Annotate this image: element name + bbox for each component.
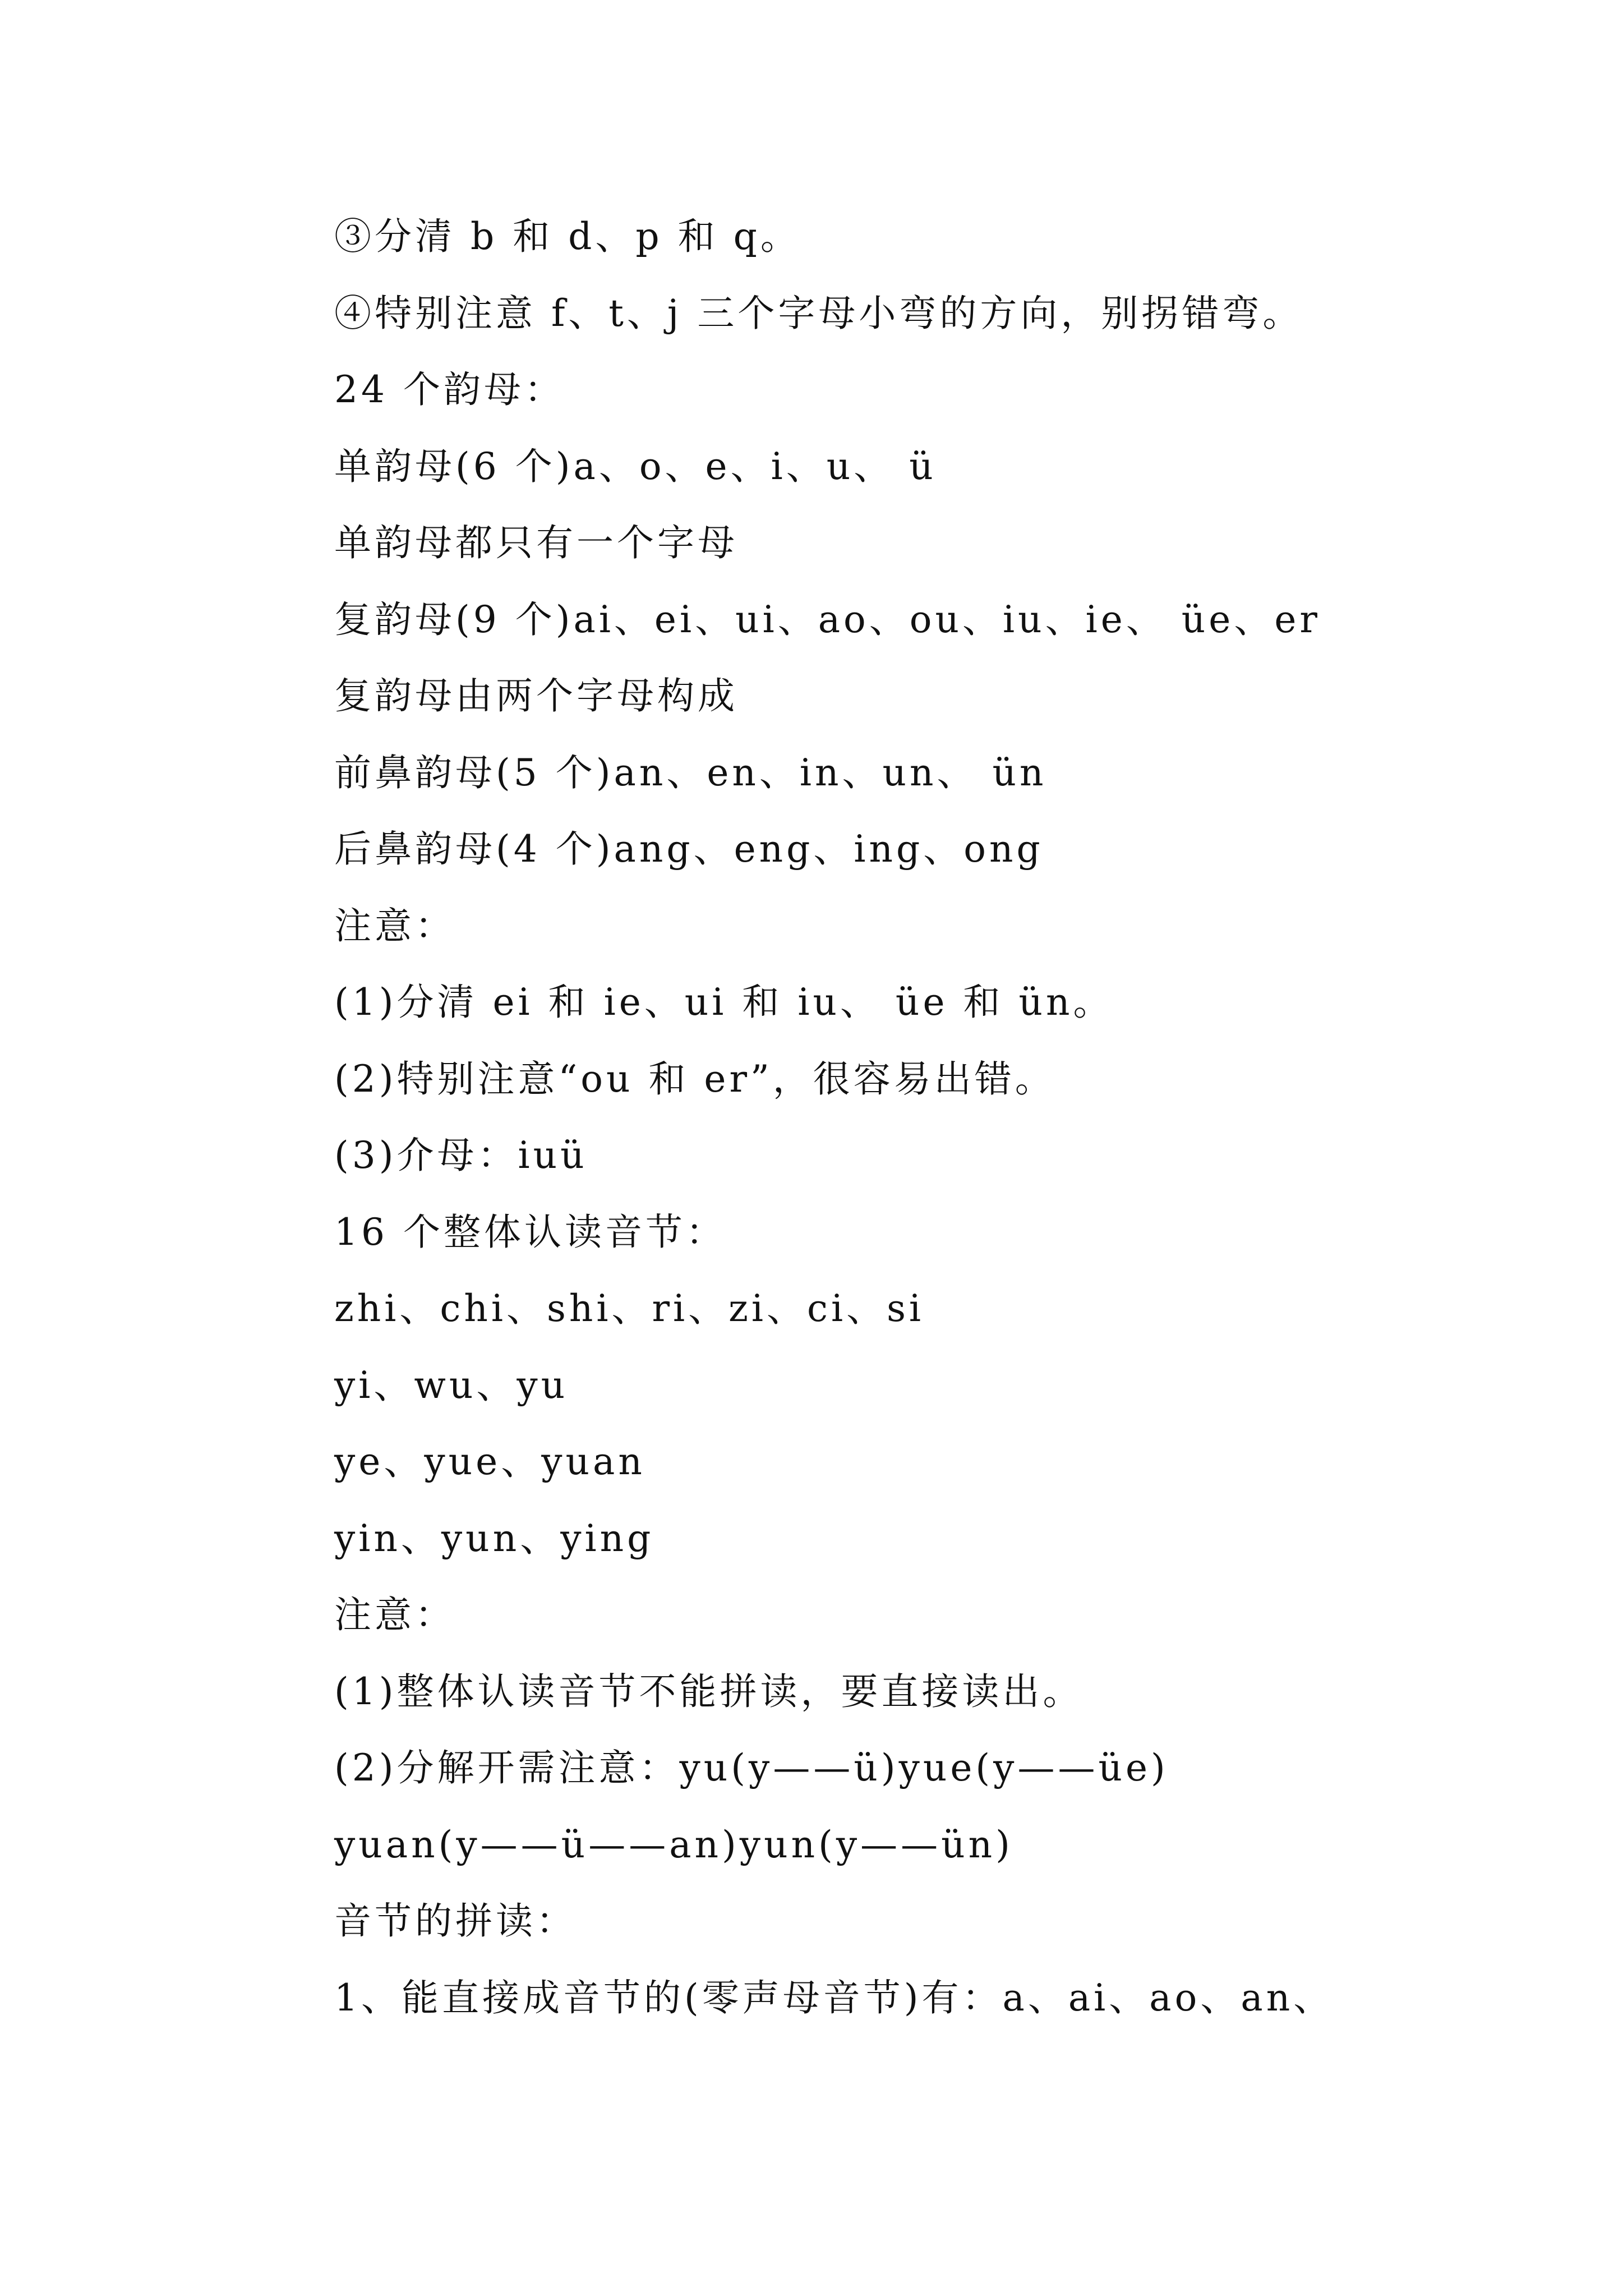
- text-line: 1、能直接成音节的(零声母音节)有：a、ai、ao、an、: [334, 1976, 1334, 2019]
- text-line: (2)特别注意“ou 和 er”，很容易出错。: [334, 1057, 1055, 1101]
- text-line: yuan(y——ü——an)yun(y——ün): [334, 1823, 1013, 1866]
- text-line: 16 个整体认读音节：: [334, 1210, 726, 1254]
- text-line: 音节的拼读：: [334, 1899, 577, 1943]
- text-line: 后鼻韵母(4 个)ang、eng、ing、ong: [334, 827, 1044, 871]
- text-line: ye、yue、yuan: [334, 1440, 645, 1483]
- text-line: zhi、chi、shi、ri、zi、ci、si: [334, 1287, 925, 1330]
- text-line: 单韵母都只有一个字母: [334, 521, 738, 564]
- text-line: (3)介母：iuü: [334, 1134, 588, 1177]
- text-line: 前鼻韵母(5 个)an、en、in、un、 ün: [334, 751, 1047, 794]
- text-line: 复韵母(9 个)ai、ei、ui、ao、ou、iu、ie、 üe、er: [334, 597, 1321, 641]
- text-line: 24 个韵母：: [334, 368, 565, 411]
- text-line: 单韵母(6 个)a、o、e、i、u、 ü: [334, 444, 937, 488]
- text-line: ③分清 b 和 d、p 和 q。: [334, 215, 801, 258]
- text-line: yi、wu、yu: [334, 1363, 569, 1407]
- document-body: [334, 209, 1512, 2046]
- text-line: yin、yun、ying: [334, 1516, 654, 1560]
- text-line: 注意：: [334, 904, 455, 947]
- text-line: (2)分解开需注意：yu(y——ü)yue(y——üe): [334, 1746, 1169, 1789]
- text-line: 注意：: [334, 1593, 455, 1636]
- text-line: 复韵母由两个字母构成: [334, 674, 738, 717]
- text-line: ④特别注意 f、t、j 三个字母小弯的方向，别拐错弯。: [334, 291, 1303, 335]
- text-line: (1)分清 ei 和 ie、ui 和 iu、 üe 和 ün。: [334, 981, 1114, 1024]
- text-line: (1)整体认读音节不能拼读，要直接读出。: [334, 1669, 1083, 1713]
